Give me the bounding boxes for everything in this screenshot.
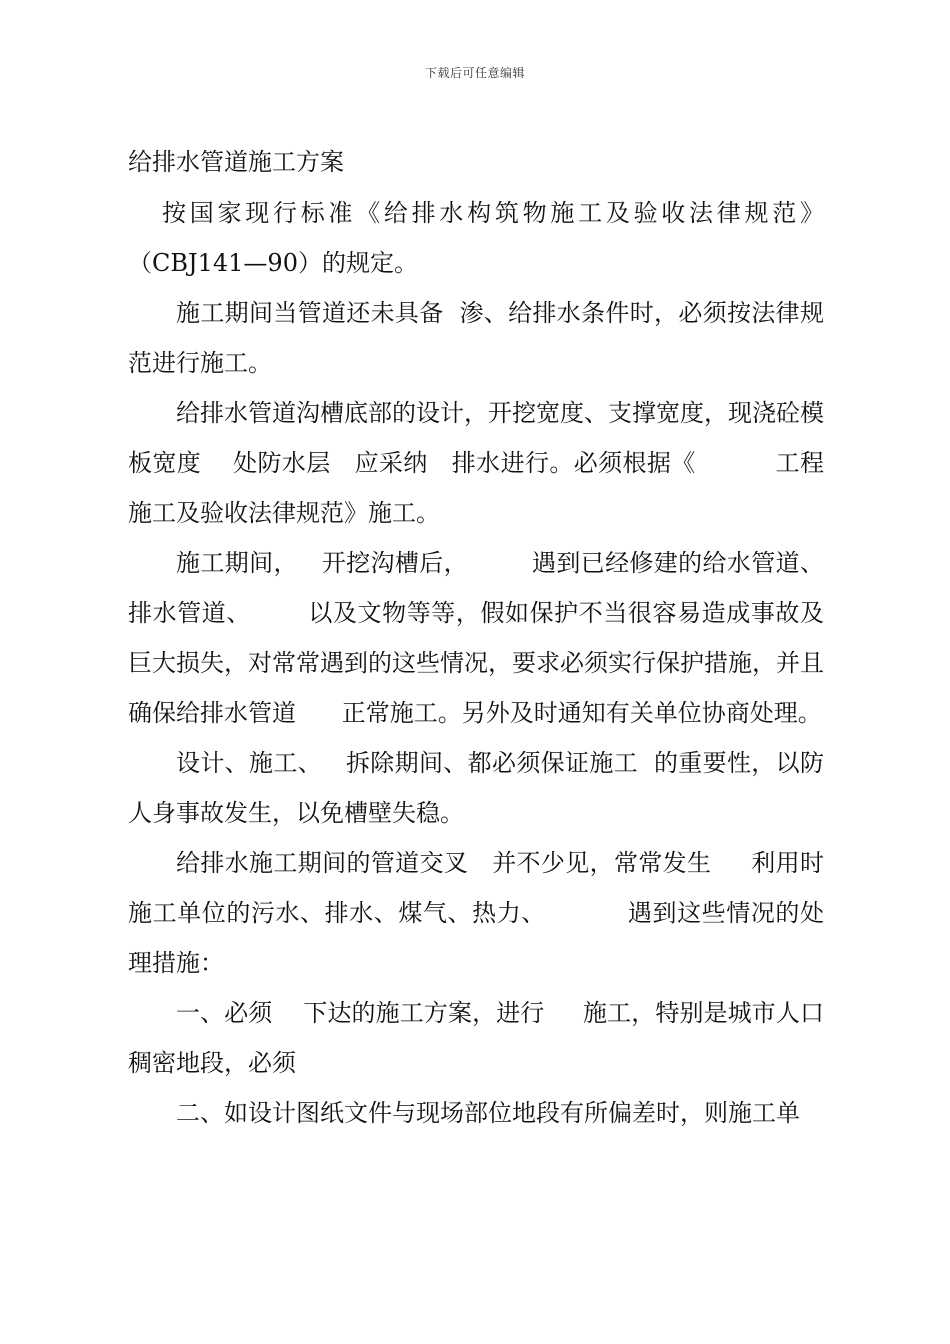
document-title: 给排水管道施工方案 xyxy=(128,148,344,176)
paragraph-existing-pipes-protection: 施工期间， 开挖沟槽后， 遇到已经修建的给水管道、排水管道、 以及文物等等，假如保护不当很容易造成事故及巨大损失，对常常遇到的这些情况，要求必须实行保护措施，并且确保给排水管道 正常施工。另外及时通知有关单位协商处理。 xyxy=(128,549,824,727)
paragraph-standard-reference: 按国家现行标准《给排水构筑物施工及验收法律规范》（CBJ141—90）的规定。 xyxy=(128,199,824,277)
document-body xyxy=(128,188,824,1138)
paragraph-measure-two: 二、如设计图纸文件与现场部位地段有所偏差时，则施工单 xyxy=(176,1099,800,1127)
paragraph-pipe-crossing: 给排水施工期间的管道交叉 并不少见，常常发生 利用时施工单位的污水、排水、煤气、热力、 遇到这些情况的处理措施： xyxy=(128,849,824,977)
header-note: 下载后可任意编辑 xyxy=(424,66,525,80)
paragraph-trench-design: 给排水管道沟槽底部的设计，开挖宽度、支撑宽度，现浇砼模板宽度 处防水层 应采纳 排水进行。必须根据《 工程施工及验收法律规范》施工。 xyxy=(128,399,824,527)
paragraph-construction-conditions: 施工期间当管道还未具备 渗、给排水条件时，必须按法律规范进行施工。 xyxy=(128,299,824,377)
paragraph-measure-one: 一、必须 下达的施工方案，进行 施工，特别是城市人口稠密地段，必须 xyxy=(128,999,824,1077)
paragraph-safety: 设计、施工、 拆除期间、都必须保证施工 的重要性，以防人身事故发生，以免槽壁失稳。 xyxy=(128,749,824,827)
